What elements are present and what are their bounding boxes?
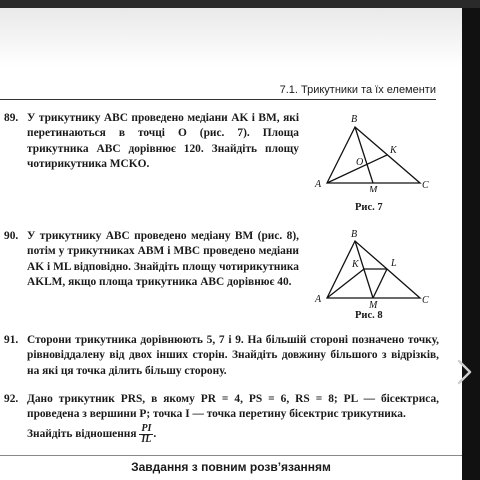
figure-7-diagram <box>312 112 437 192</box>
problem-text: У трикутнику ABC проведено медіани AK і BM, які перетинаються в точці O (рис. 7). Площа трикутника ABC дорівнює 120. Знайдіть площу чотирикутника MCKO. <box>27 112 299 170</box>
label-m: M <box>369 185 378 192</box>
label-k: K <box>390 145 397 156</box>
next-page-button[interactable] <box>455 358 475 386</box>
figure-8 <box>312 228 437 308</box>
problem-text-block <box>27 392 439 423</box>
figure-7-caption: Рис. 7 <box>355 202 383 213</box>
page-header <box>0 82 462 100</box>
viewer-top-bar <box>0 0 480 8</box>
problem-number: 89. <box>4 112 19 124</box>
figure-7 <box>312 112 437 192</box>
viewer-side-strip <box>462 8 480 480</box>
problem-text: Сторони трикутника дорівнюють 5, 7 і 9. На більшій стороні позначено точку, рівновіддалену від двох інших сторін. Знайдіть довжину більшого з відрізків, на які ця точка ділить більшу сторону. <box>27 334 439 377</box>
problem-text: Дано трикутник PRS, в якому PR = 4, PS = 6, RS = 8; PL — бісектриса, проведена з вершини P; точка I — точка перетину бісектрис трикутника. <box>27 393 439 421</box>
header-rule <box>0 99 436 100</box>
label-k: K <box>352 259 359 270</box>
label-m: M <box>369 300 378 308</box>
section-heading: Завдання з повним розв’язанням <box>131 460 331 474</box>
fraction-numerator: PI <box>141 423 152 434</box>
triangle-abc <box>327 127 420 183</box>
section-title: 7.1. Трикутники та їх елементи <box>279 84 436 96</box>
fraction-denominator: IL <box>141 434 152 445</box>
label-b: B <box>351 229 358 240</box>
label-l: L <box>391 258 397 269</box>
problem-number: 90. <box>4 230 19 242</box>
chevron-right-icon <box>455 358 475 386</box>
label-a: A <box>315 179 322 190</box>
problem-text: У трикутнику ABC проведено медіану BM (рис. 8), потім у трикутниках ABM і MBC проведено медіани AK і ML відповідно. Знайдіть площу чотирикутника AKLM, якщо площа трикутника ABC дорівнює 40. <box>27 230 299 288</box>
figure-8-diagram <box>312 228 437 308</box>
label-b: B <box>351 114 358 125</box>
problem-number: 92. <box>4 393 19 405</box>
median-ml <box>373 269 387 298</box>
ratio-fraction <box>139 424 153 445</box>
label-c: C <box>422 295 429 306</box>
problem-text-end: Знайдіть відношення <box>27 428 137 441</box>
label-o: O <box>356 157 364 168</box>
figure-8-caption: Рис. 8 <box>355 310 383 321</box>
label-c: C <box>422 180 429 191</box>
fraction-period: . <box>153 428 157 441</box>
median-ak <box>327 269 364 298</box>
top-shadow <box>0 8 462 68</box>
problem-question <box>27 424 439 445</box>
problem-number: 91. <box>4 334 19 346</box>
label-a: A <box>315 294 322 305</box>
footer-rule <box>0 455 462 456</box>
